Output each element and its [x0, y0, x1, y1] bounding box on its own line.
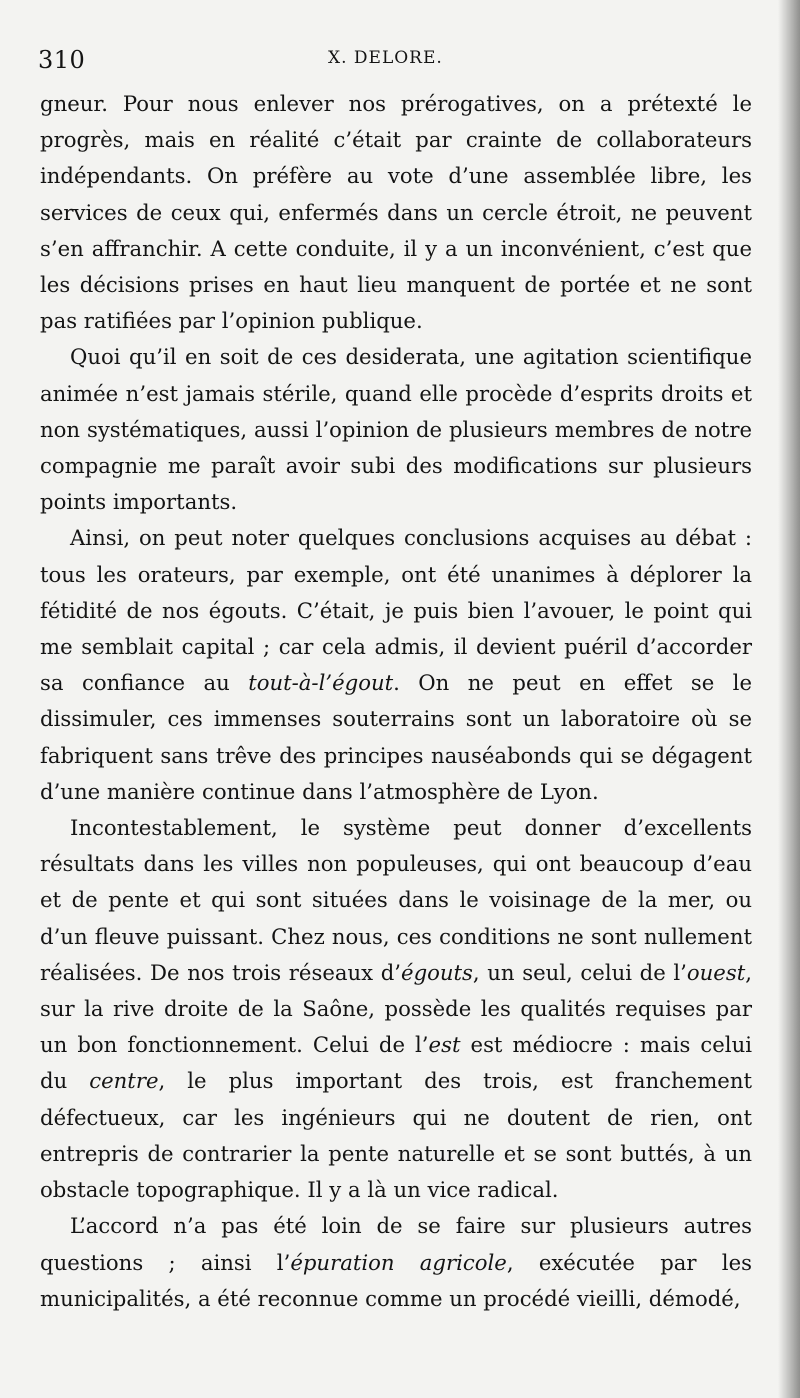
text-run: Quoi qu’il en soit de ces desiderata, une agitation scientifique animée n’est jamais stérile, quand elle procède d’esprits droits et non systématiques, aussi l’opinion de plusieurs membres de notre compagnie me paraît avoir subi des modifications sur plusieurs points importants.	[40, 344, 752, 515]
text-run: . On ne peut en effet se le dissimuler, ces immenses souterrains sont un laboratoire où se fabriquent sans trêve des principes nauséabonds qui se dégagent d’une manière continue dans l’atmosphère de Lyon.	[40, 670, 752, 804]
paragraph	[40, 520, 752, 810]
text-run: , sur la rive droite de la Saône, possède les qualités requises par un bon fonctionnement. Celui de l’	[40, 959, 752, 1058]
emphasized-text: épuration agricole	[290, 1249, 507, 1275]
paragraph	[40, 86, 752, 339]
text-run: est médiocre : mais celui du	[40, 1032, 752, 1094]
text-run: Incontestablement, le système peut donner d’excellents résultats dans les villes non populeuses, qui ont beaucoup d’eau et de pente et qui sont situées dans le voisinage de la mer, ou d’un fleuve puissant. Chez nous, ces conditions ne sont nullement réalisées. De nos trois réseaux d’	[40, 815, 752, 985]
running-head: X. DELORE.	[328, 48, 443, 68]
emphasized-text: tout-à-l’égout	[248, 670, 394, 696]
text-run: gneur. Pour nous enlever nos prérogatives, on a prétexté le progrès, mais en réalité c’était par crainte de collaborateurs indépendants. On préfère au vote d’une assemblée libre, les services de ceux qui, enfermés dans un cercle étroit, ne peuvent s’en affranchir. A cette conduite, il y a un inconvénient, c’est que les décisions prises en haut lieu manquent de portée et ne sont pas ratifiées par l’opinion publique.	[40, 91, 752, 334]
page-number: 310	[38, 46, 86, 74]
paragraph	[40, 339, 752, 520]
body-text	[40, 86, 752, 1317]
page-header	[38, 38, 760, 78]
text-run: , un seul, celui de l’	[472, 959, 687, 985]
text-run: Ainsi, on peut noter quelques conclusions acquises au débat : tous les orateurs, par exemple, ont été unanimes à déplorer la fétidité de nos égouts. C’était, je puis bien l’avouer, le point qui me semblait capital ; car cela admis, il devient puéril d’accorder sa confiance au	[40, 525, 752, 696]
emphasized-text: ouest	[686, 959, 746, 985]
paragraph	[40, 1208, 752, 1317]
emphasized-text: égouts	[401, 959, 473, 985]
emphasized-text: est	[428, 1032, 461, 1058]
emphasized-text: centre	[89, 1068, 159, 1094]
paragraph	[40, 810, 752, 1208]
text-run: L’accord n’a pas été loin de se faire sur plusieurs autres questions ; ainsi l’	[40, 1213, 752, 1275]
text-run: , exécutée par les municipalités, a été reconnue comme un procédé vieilli, démodé,	[40, 1249, 752, 1311]
text-run: , le plus important des trois, est franchement défectueux, car les ingénieurs qui ne doutent de rien, ont entrepris de contrarier la pente naturelle et se sont buttés, à un obstacle topographique. Il y a là un vice radical.	[40, 1068, 752, 1203]
